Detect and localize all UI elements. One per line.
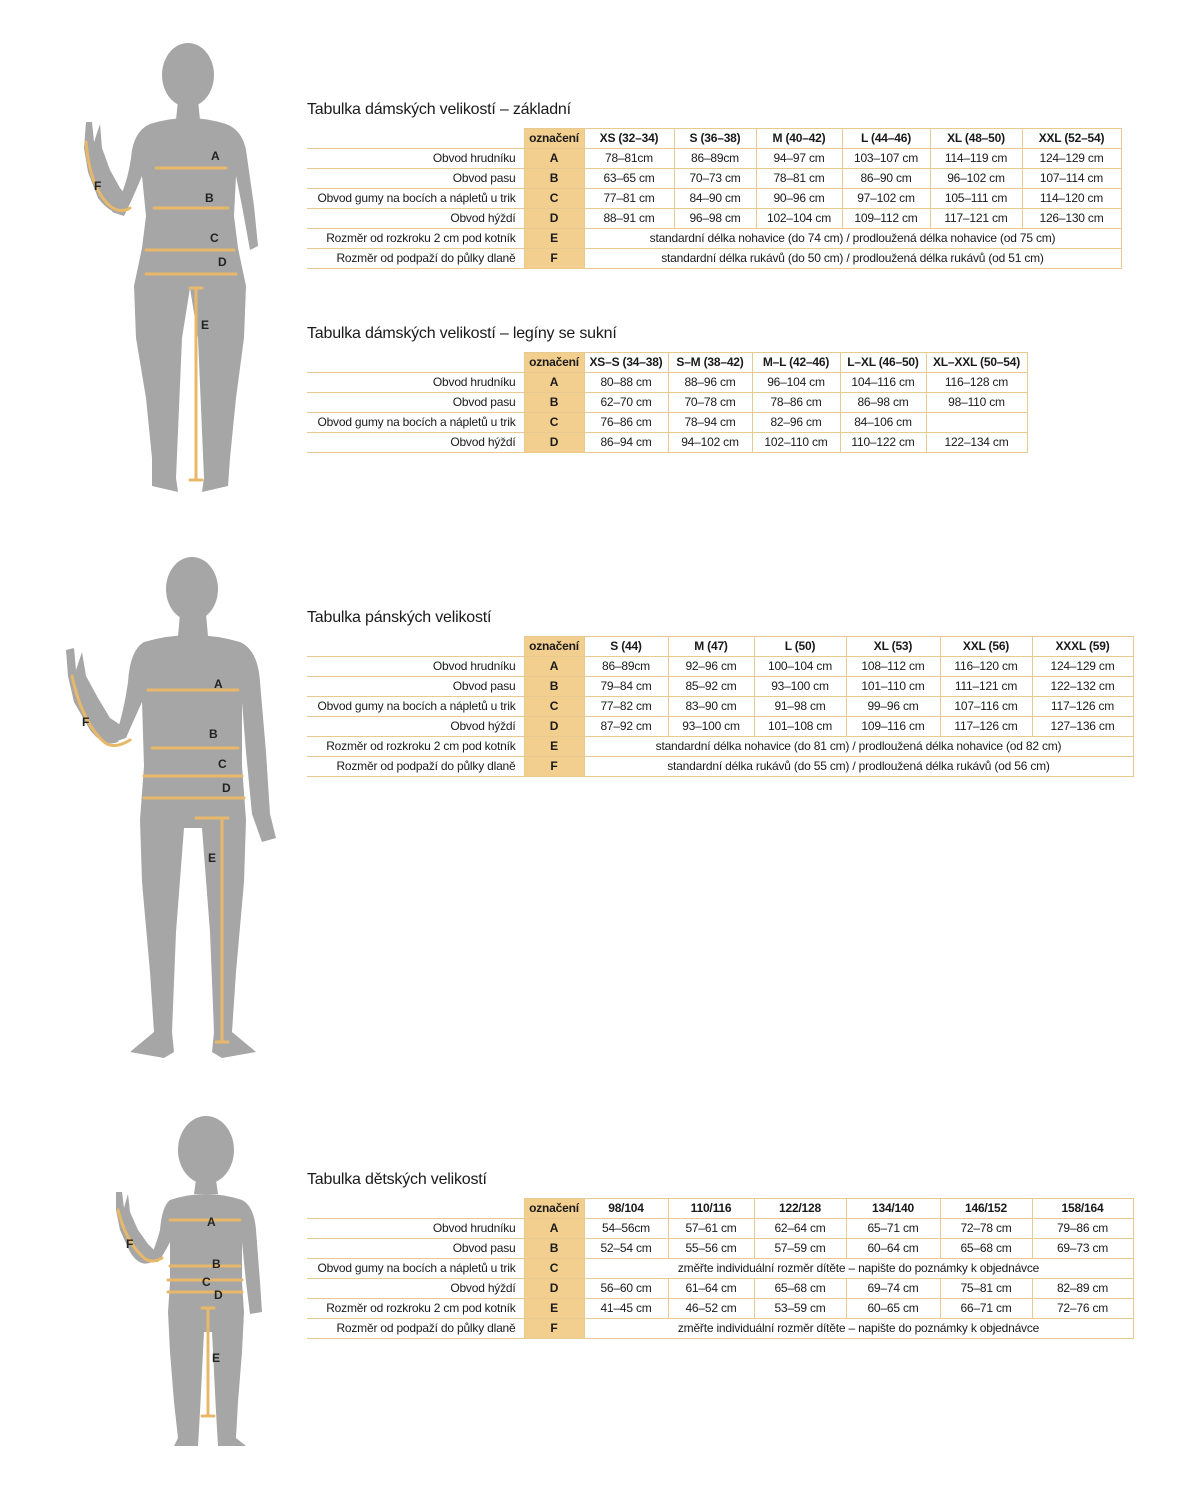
size-header: M (40–42)	[756, 129, 842, 149]
woman-silhouette	[70, 38, 270, 508]
table-row	[307, 1319, 1133, 1339]
designation-header: označení	[524, 637, 584, 657]
row-label: Obvod gumy na bocích a nápletů u trik	[307, 413, 524, 433]
label-c: C	[202, 1275, 211, 1289]
child-silhouette	[108, 1112, 258, 1452]
man-silhouette	[60, 552, 290, 1072]
row-code: E	[524, 1299, 584, 1319]
row-code: B	[524, 1239, 584, 1259]
cell: 124–129 cm	[1022, 149, 1121, 169]
table-row	[307, 717, 1133, 737]
cell: 84–90 cm	[674, 189, 756, 209]
size-header: 134/140	[846, 1199, 940, 1219]
row-label: Obvod pasu	[307, 677, 524, 697]
size-header: 122/128	[754, 1199, 846, 1219]
cell: 102–110 cm	[752, 433, 840, 453]
cell: 91–98 cm	[754, 697, 846, 717]
span-cell: standardní délka rukávů (do 50 cm) / prodloužená délka rukávů (od 51 cm)	[584, 249, 1121, 269]
row-label: Obvod hýždí	[307, 1279, 524, 1299]
cell: 75–81 cm	[940, 1279, 1032, 1299]
size-table-women-basic	[307, 128, 1122, 269]
cell: 65–68 cm	[940, 1239, 1032, 1259]
cell: 104–116 cm	[840, 373, 926, 393]
span-cell: standardní délka nohavice (do 74 cm) / prodloužená délka nohavice (od 75 cm)	[584, 229, 1121, 249]
cell: 86–94 cm	[584, 433, 668, 453]
table-row	[307, 209, 1121, 229]
size-header: XS (32–34)	[584, 129, 674, 149]
size-header: S–M (38–42)	[668, 353, 752, 373]
row-code: D	[524, 1279, 584, 1299]
table-row	[307, 373, 1027, 393]
row-code: D	[524, 433, 584, 453]
row-code: A	[524, 149, 584, 169]
label-f: F	[94, 179, 102, 193]
cell: 114–120 cm	[1022, 189, 1121, 209]
span-cell: standardní délka nohavice (do 81 cm) / prodloužená délka nohavice (od 82 cm)	[584, 737, 1133, 757]
cell: 94–102 cm	[668, 433, 752, 453]
cell: 76–86 cm	[584, 413, 668, 433]
table-row	[307, 433, 1027, 453]
label-f: F	[126, 1237, 134, 1251]
row-label: Obvod hýždí	[307, 717, 524, 737]
header-row	[307, 637, 1133, 657]
table-row	[307, 737, 1133, 757]
row-code: C	[524, 697, 584, 717]
table-row	[307, 189, 1121, 209]
size-header: XXL (56)	[940, 637, 1032, 657]
table-row	[307, 229, 1121, 249]
label-a: A	[211, 149, 220, 163]
cell: 78–81cm	[584, 149, 674, 169]
size-header: XL (53)	[846, 637, 940, 657]
cell: 79–84 cm	[584, 677, 668, 697]
row-label: Rozměr od podpaží do půlky dlaně	[307, 249, 524, 269]
table-section-men	[307, 608, 1134, 777]
label-b: B	[212, 1257, 221, 1271]
row-code: F	[524, 1319, 584, 1339]
size-table-men	[307, 636, 1134, 777]
cell: 88–91 cm	[584, 209, 674, 229]
cell: 60–65 cm	[846, 1299, 940, 1319]
cell: 78–86 cm	[752, 393, 840, 413]
cell: 93–100 cm	[668, 717, 754, 737]
span-cell: standardní délka rukávů (do 55 cm) / prodloužená délka rukávů (od 56 cm)	[584, 757, 1133, 777]
span-cell: změřte individuální rozměr dítěte – napište do poznámky k objednávce	[584, 1319, 1133, 1339]
row-code: C	[524, 413, 584, 433]
row-label: Rozměr od rozkroku 2 cm pod kotník	[307, 229, 524, 249]
label-e: E	[212, 1351, 221, 1365]
label-d: D	[222, 781, 231, 795]
size-header: XL–XXL (50–54)	[926, 353, 1027, 373]
table-title: Tabulka pánských velikostí	[307, 609, 492, 626]
cell: 117–126 cm	[1032, 697, 1133, 717]
header-blank	[307, 637, 524, 657]
header-row	[307, 129, 1121, 149]
table-row	[307, 1299, 1133, 1319]
cell: 96–98 cm	[674, 209, 756, 229]
cell: 62–70 cm	[584, 393, 668, 413]
label-e: E	[208, 851, 217, 865]
header-row	[307, 1199, 1133, 1219]
cell: 69–74 cm	[846, 1279, 940, 1299]
table-title: Tabulka dámských velikostí – základní	[307, 101, 571, 118]
cell: 57–59 cm	[754, 1239, 846, 1259]
cell: 99–96 cm	[846, 697, 940, 717]
cell: 72–78 cm	[940, 1219, 1032, 1239]
cell: 80–88 cm	[584, 373, 668, 393]
cell: 82–89 cm	[1032, 1279, 1133, 1299]
cell: 77–82 cm	[584, 697, 668, 717]
row-code: D	[524, 209, 584, 229]
label-c: C	[218, 757, 227, 771]
table-row	[307, 1279, 1133, 1299]
size-header: 146/152	[940, 1199, 1032, 1219]
table-row	[307, 1239, 1133, 1259]
size-header: XS–S (34–38)	[584, 353, 668, 373]
cell: 127–136 cm	[1032, 717, 1133, 737]
cell: 88–96 cm	[668, 373, 752, 393]
row-label: Obvod hrudníku	[307, 149, 524, 169]
row-code: A	[524, 373, 584, 393]
row-label: Rozměr od podpaží do půlky dlaně	[307, 1319, 524, 1339]
table-title: Tabulka dámských velikostí – legíny se sukní	[307, 325, 617, 342]
label-f: F	[82, 715, 90, 729]
cell: 93–100 cm	[754, 677, 846, 697]
cell: 97–102 cm	[842, 189, 930, 209]
cell: 52–54 cm	[584, 1239, 668, 1259]
cell: 62–64 cm	[754, 1219, 846, 1239]
cell: 110–122 cm	[840, 433, 926, 453]
size-header: L (44–46)	[842, 129, 930, 149]
cell: 108–112 cm	[846, 657, 940, 677]
header-blank	[307, 129, 524, 149]
cell: 117–126 cm	[940, 717, 1032, 737]
label-b: B	[205, 191, 214, 205]
cell: 90–96 cm	[756, 189, 842, 209]
cell: 105–111 cm	[930, 189, 1022, 209]
row-label: Obvod gumy na bocích a nápletů u trik	[307, 697, 524, 717]
cell: 65–71 cm	[846, 1219, 940, 1239]
cell: 101–108 cm	[754, 717, 846, 737]
table-row	[307, 149, 1121, 169]
cell: 60–64 cm	[846, 1239, 940, 1259]
cell: 111–121 cm	[940, 677, 1032, 697]
table-title: Tabulka dětských velikostí	[307, 1171, 487, 1188]
row-code: A	[524, 657, 584, 677]
cell: 65–68 cm	[754, 1279, 846, 1299]
size-header: M–L (42–46)	[752, 353, 840, 373]
row-label: Obvod hýždí	[307, 209, 524, 229]
cell: 82–96 cm	[752, 413, 840, 433]
table-row	[307, 657, 1133, 677]
label-a: A	[214, 677, 223, 691]
table-section-children	[307, 1170, 1134, 1339]
header-row	[307, 353, 1027, 373]
cell: 102–104 cm	[756, 209, 842, 229]
cell: 124–129 cm	[1032, 657, 1133, 677]
table-row	[307, 393, 1027, 413]
size-header: 110/116	[668, 1199, 754, 1219]
row-code: B	[524, 169, 584, 189]
size-header: 98/104	[584, 1199, 668, 1219]
designation-header: označení	[524, 129, 584, 149]
cell: 86–89cm	[584, 657, 668, 677]
label-d: D	[218, 255, 227, 269]
child-figure	[108, 1112, 258, 1452]
cell: 78–94 cm	[668, 413, 752, 433]
cell: 109–112 cm	[842, 209, 930, 229]
row-label: Obvod gumy na bocích a nápletů u trik	[307, 189, 524, 209]
cell: 84–106 cm	[840, 413, 926, 433]
cell: 107–116 cm	[940, 697, 1032, 717]
size-header: XXL (52–54)	[1022, 129, 1121, 149]
row-code: E	[524, 737, 584, 757]
row-label: Obvod hýždí	[307, 433, 524, 453]
table-row	[307, 677, 1133, 697]
span-cell: změřte individuální rozměr dítěte – napište do poznámky k objednávce	[584, 1259, 1133, 1279]
row-label: Obvod pasu	[307, 1239, 524, 1259]
header-blank	[307, 353, 524, 373]
table-row	[307, 413, 1027, 433]
cell: 70–78 cm	[668, 393, 752, 413]
size-header: M (47)	[668, 637, 754, 657]
row-label: Obvod hrudníku	[307, 1219, 524, 1239]
cell: 94–97 cm	[756, 149, 842, 169]
cell: 109–116 cm	[846, 717, 940, 737]
row-label: Obvod gumy na bocích a nápletů u trik	[307, 1259, 524, 1279]
cell: 122–134 cm	[926, 433, 1027, 453]
row-code: F	[524, 249, 584, 269]
cell: 101–110 cm	[846, 677, 940, 697]
cell	[926, 413, 1027, 433]
row-label: Obvod hrudníku	[307, 657, 524, 677]
cell: 126–130 cm	[1022, 209, 1121, 229]
cell: 79–86 cm	[1032, 1219, 1133, 1239]
row-code: E	[524, 229, 584, 249]
cell: 98–110 cm	[926, 393, 1027, 413]
cell: 61–64 cm	[668, 1279, 754, 1299]
size-header: S (44)	[584, 637, 668, 657]
header-blank	[307, 1199, 524, 1219]
size-header: XXXL (59)	[1032, 637, 1133, 657]
cell: 63–65 cm	[584, 169, 674, 189]
cell: 116–128 cm	[926, 373, 1027, 393]
cell: 41–45 cm	[584, 1299, 668, 1319]
row-label: Rozměr od rozkroku 2 cm pod kotník	[307, 737, 524, 757]
cell: 83–90 cm	[668, 697, 754, 717]
cell: 55–56 cm	[668, 1239, 754, 1259]
designation-header: označení	[524, 1199, 584, 1219]
cell: 46–52 cm	[668, 1299, 754, 1319]
cell: 114–119 cm	[930, 149, 1022, 169]
row-label: Rozměr od podpaží do půlky dlaně	[307, 757, 524, 777]
cell: 78–81 cm	[756, 169, 842, 189]
table-row	[307, 697, 1133, 717]
cell: 53–59 cm	[754, 1299, 846, 1319]
cell: 107–114 cm	[1022, 169, 1121, 189]
size-header: L–XL (46–50)	[840, 353, 926, 373]
table-row	[307, 249, 1121, 269]
row-code: B	[524, 393, 584, 413]
cell: 86–90 cm	[842, 169, 930, 189]
table-row	[307, 1259, 1133, 1279]
row-label: Obvod pasu	[307, 169, 524, 189]
row-label: Obvod pasu	[307, 393, 524, 413]
designation-header: označení	[524, 353, 584, 373]
label-d: D	[214, 1288, 223, 1302]
row-label: Obvod hrudníku	[307, 373, 524, 393]
cell: 117–121 cm	[930, 209, 1022, 229]
cell: 86–98 cm	[840, 393, 926, 413]
row-code: C	[524, 1259, 584, 1279]
label-b: B	[209, 727, 218, 741]
row-code: B	[524, 677, 584, 697]
label-e: E	[201, 318, 210, 332]
size-header: XL (48–50)	[930, 129, 1022, 149]
cell: 56–60 cm	[584, 1279, 668, 1299]
cell: 77–81 cm	[584, 189, 674, 209]
size-header: L (50)	[754, 637, 846, 657]
label-a: A	[207, 1215, 216, 1229]
table-row	[307, 757, 1133, 777]
man-figure	[60, 552, 290, 1072]
row-code: A	[524, 1219, 584, 1239]
cell: 96–102 cm	[930, 169, 1022, 189]
cell: 86–89cm	[674, 149, 756, 169]
cell: 103–107 cm	[842, 149, 930, 169]
row-label: Rozměr od rozkroku 2 cm pod kotník	[307, 1299, 524, 1319]
cell: 72–76 cm	[1032, 1299, 1133, 1319]
cell: 100–104 cm	[754, 657, 846, 677]
cell: 57–61 cm	[668, 1219, 754, 1239]
size-header: S (36–38)	[674, 129, 756, 149]
cell: 70–73 cm	[674, 169, 756, 189]
cell: 96–104 cm	[752, 373, 840, 393]
table-row	[307, 169, 1121, 189]
cell: 116–120 cm	[940, 657, 1032, 677]
size-table-children	[307, 1198, 1134, 1339]
table-row	[307, 1219, 1133, 1239]
row-code: F	[524, 757, 584, 777]
size-table-women-leggings	[307, 352, 1028, 453]
woman-figure	[70, 38, 270, 508]
table-section-women-basic	[307, 100, 1122, 269]
cell: 92–96 cm	[668, 657, 754, 677]
cell: 54–56cm	[584, 1219, 668, 1239]
cell: 87–92 cm	[584, 717, 668, 737]
cell: 122–132 cm	[1032, 677, 1133, 697]
cell: 66–71 cm	[940, 1299, 1032, 1319]
cell: 85–92 cm	[668, 677, 754, 697]
table-section-women-leggings	[307, 324, 1028, 453]
size-header: 158/164	[1032, 1199, 1133, 1219]
cell: 69–73 cm	[1032, 1239, 1133, 1259]
row-code: C	[524, 189, 584, 209]
row-code: D	[524, 717, 584, 737]
label-c: C	[210, 231, 219, 245]
